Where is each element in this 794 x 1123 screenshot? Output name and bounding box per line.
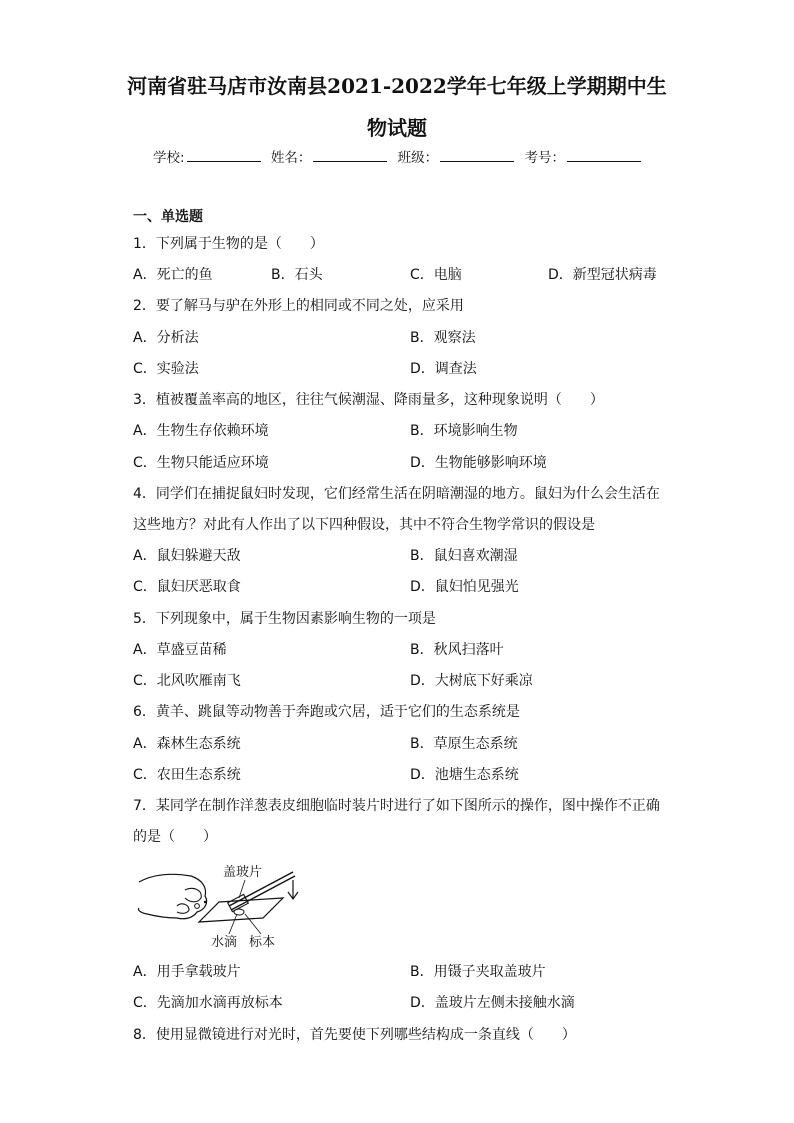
section-heading: 一、单选题 (133, 209, 203, 225)
q6-option-a[interactable]: A．森林生态系统 (133, 736, 241, 752)
q6-option-d[interactable]: D．池塘生态系统 (410, 767, 519, 783)
class-blank[interactable] (440, 149, 514, 162)
q3-option-c[interactable]: C．生物只能适应环境 (133, 455, 269, 471)
question-7-stem-line2: 的是（ ） (133, 829, 217, 845)
q4-option-b[interactable]: B．鼠妇喜欢潮湿 (410, 548, 518, 564)
field-name: 姓名： (271, 150, 388, 166)
q2-option-b[interactable]: B．观察法 (410, 330, 476, 346)
field-exam-number: 考号： (524, 150, 641, 166)
q2-option-d[interactable]: D．调查法 (410, 361, 477, 377)
hand-thumb (185, 888, 201, 901)
q2-option-a[interactable]: A．分析法 (133, 330, 199, 346)
q5-option-c[interactable]: C．北风吹雁南飞 (133, 673, 241, 689)
name-blank[interactable] (313, 149, 387, 162)
question-3-stem: 3．植被覆盖率高的地区，往往气候潮湿、降雨量多，这种现象说明（ ） (133, 392, 604, 408)
field-school: 学校: (153, 150, 261, 166)
q4-option-d[interactable]: D．鼠妇怕见强光 (410, 579, 519, 595)
school-blank[interactable] (187, 149, 261, 162)
question-1-stem: 1．下列属于生物的是（ ） (133, 236, 324, 252)
glass-slide (199, 898, 283, 922)
q1-option-d[interactable]: D．新型冠状病毒 (548, 267, 657, 283)
q3-option-d[interactable]: D．生物能够影响环境 (410, 455, 547, 471)
q4-option-c[interactable]: C．鼠妇厌恶取食 (133, 579, 241, 595)
q6-option-b[interactable]: B．草原生态系统 (410, 736, 518, 752)
exam-number-blank[interactable] (567, 149, 641, 162)
q2-option-c[interactable]: C．实验法 (133, 361, 199, 377)
exam-title-line1: 河南省驻马店市汝南县2021-2022学年七年级上学期期中生 (127, 74, 667, 98)
question-6-stem: 6．黄羊、跳鼠等动物善于奔跑或穴居，适于它们的生态系统是 (133, 704, 520, 720)
q7-option-b[interactable]: B．用镊子夹取盖玻片 (410, 964, 546, 980)
q5-option-a[interactable]: A．草盛豆苗稀 (133, 642, 227, 658)
q5-option-d[interactable]: D．大树底下好乘凉 (410, 673, 533, 689)
q5-option-b[interactable]: B．秋风扫落叶 (410, 642, 504, 658)
q7-option-c[interactable]: C．先滴加水滴再放标本 (133, 995, 283, 1011)
field-class: 班级： (398, 150, 515, 166)
question-4-stem-line2: 这些地方？对此有人作出了以下四种假设，其中不符合生物学常识的假设是 (133, 517, 595, 533)
q3-option-b[interactable]: B．环境影响生物 (410, 423, 518, 439)
question-4-stem-line1: 4．同学们在捕捉鼠妇时发现，它们经常生活在阴暗潮湿的地方。鼠妇为什么会生活在 (133, 486, 660, 502)
student-info-row (0, 146, 794, 166)
question-8-stem: 8．使用显微镜进行对光时，首先要使下列哪些结构成一条直线（ ） (133, 1027, 576, 1043)
q7-option-d[interactable]: D．盖玻片左侧未接触水滴 (410, 995, 575, 1011)
q3-option-a[interactable]: A．生物生存依赖环境 (133, 423, 269, 439)
coverslip-operation-figure (133, 862, 313, 950)
q1-option-b[interactable]: B．石头 (271, 267, 323, 283)
label-water-drop: 水滴 (211, 935, 238, 950)
label-coverslip: 盖玻片 (223, 865, 263, 880)
question-5-stem: 5．下列现象中，属于生物因素影响生物的一项是 (133, 611, 436, 627)
hand-finger (177, 904, 189, 913)
q7-option-a[interactable]: A．用手拿载玻片 (133, 964, 241, 980)
q6-option-c[interactable]: C．农田生态系统 (133, 767, 241, 783)
q1-option-a[interactable]: A．死亡的鱼 (133, 267, 213, 283)
question-2-stem: 2．要了解马与驴在外形上的相同或不同之处，应采用 (133, 298, 464, 314)
exam-title-line2: 物试题 (367, 116, 427, 140)
water-drop (234, 909, 244, 915)
question-7-stem-line1: 7．某同学在制作洋葱表皮细胞临时装片时进行了如下图所示的操作，图中操作不正确 (133, 798, 660, 814)
q1-option-c[interactable]: C．电脑 (410, 267, 462, 283)
label-specimen: 标本 (249, 935, 276, 950)
q4-option-a[interactable]: A．鼠妇躲避天敌 (133, 548, 241, 564)
hand-drawing (138, 874, 206, 918)
